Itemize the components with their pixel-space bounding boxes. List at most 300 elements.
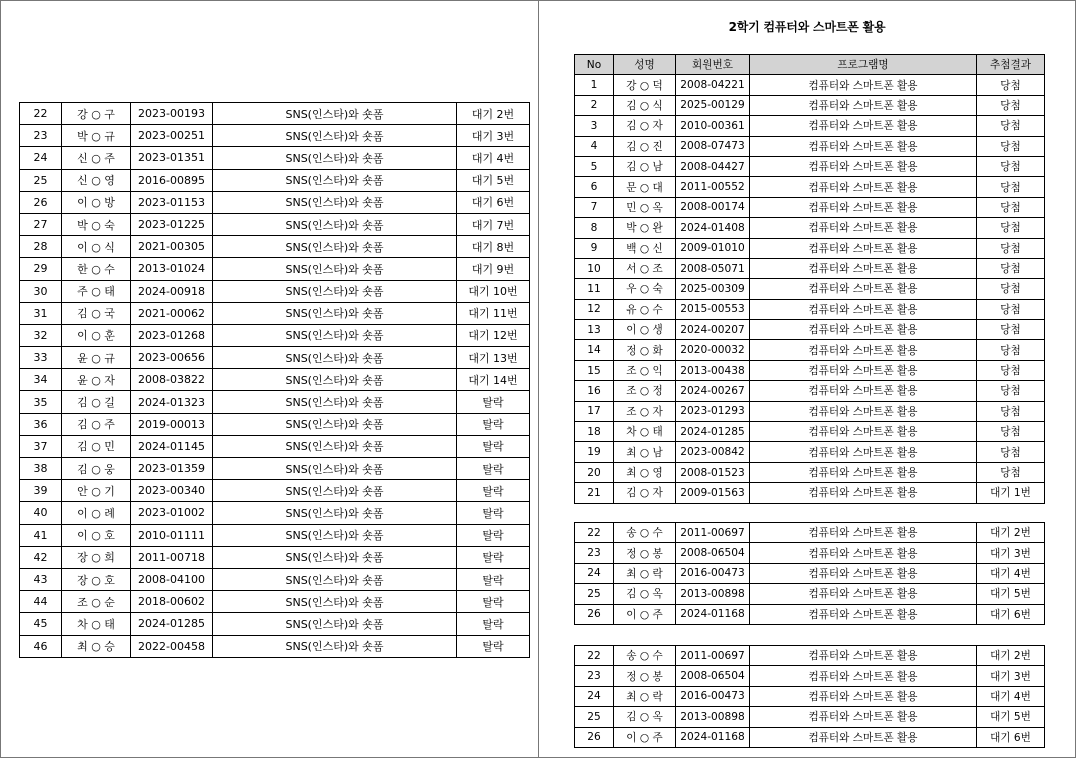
cell-program: 컴퓨터와 스마트폰 활용 <box>750 156 977 176</box>
table-row <box>20 147 530 169</box>
cell-name: 백 ○ 신 <box>614 238 676 258</box>
cell-member-id: 2008-07473 <box>676 136 750 156</box>
cell-program: 컴퓨터와 스마트폰 활용 <box>750 727 977 747</box>
table-row <box>20 324 530 346</box>
cell-no: 26 <box>575 604 614 624</box>
cell-member-id: 2020-00032 <box>676 340 750 360</box>
cell-result: 당첨 <box>977 442 1045 462</box>
cell-no: 17 <box>575 401 614 421</box>
cell-no: 33 <box>20 347 62 369</box>
table-row <box>20 125 530 147</box>
table-row <box>20 435 530 457</box>
cell-member-id: 2009-01010 <box>676 238 750 258</box>
cell-program: SNS(인스타)와 숏폼 <box>213 213 457 235</box>
table-row <box>575 75 1045 95</box>
cell-member-id: 2023-01359 <box>131 458 213 480</box>
cell-member-id: 2008-04427 <box>676 156 750 176</box>
document-title: 2학기 컴퓨터와 스마트폰 활용 <box>728 20 886 34</box>
cell-name: 김 ○ 옥 <box>614 584 676 604</box>
cell-result: 대기 10번 <box>457 280 530 302</box>
cell-program: SNS(인스타)와 숏폼 <box>213 546 457 568</box>
waitlist-body-2 <box>575 646 1045 748</box>
cell-no: 42 <box>20 546 62 568</box>
table-row <box>575 320 1045 340</box>
table-row <box>575 95 1045 115</box>
table-row <box>575 523 1045 543</box>
cell-no: 6 <box>575 177 614 197</box>
cell-name: 유 ○ 수 <box>614 299 676 319</box>
cell-result: 대기 3번 <box>977 666 1045 686</box>
cell-program: SNS(인스타)와 숏폼 <box>213 191 457 213</box>
cell-name: 이 ○ 호 <box>62 524 131 546</box>
cell-result: 대기 5번 <box>977 707 1045 727</box>
cell-member-id: 2024-00918 <box>131 280 213 302</box>
cell-no: 29 <box>20 258 62 280</box>
cell-no: 8 <box>575 218 614 238</box>
cell-no: 23 <box>575 666 614 686</box>
cell-member-id: 2010-00361 <box>676 116 750 136</box>
cell-program: 컴퓨터와 스마트폰 활용 <box>750 442 977 462</box>
cell-result: 대기 1번 <box>977 483 1045 503</box>
table-row <box>575 462 1045 482</box>
table-row <box>575 156 1045 176</box>
table-row <box>575 686 1045 706</box>
cell-no: 23 <box>20 125 62 147</box>
cell-name: 김 ○ 국 <box>62 302 131 324</box>
cell-no: 35 <box>20 391 62 413</box>
table-row <box>20 258 530 280</box>
table-row <box>20 480 530 502</box>
table-row <box>575 646 1045 666</box>
cell-program: SNS(인스타)와 숏폼 <box>213 591 457 613</box>
cell-member-id: 2019-00013 <box>131 413 213 435</box>
cell-result: 대기 2번 <box>977 523 1045 543</box>
table-row <box>20 347 530 369</box>
cell-no: 37 <box>20 435 62 457</box>
cell-name: 박 ○ 숙 <box>62 213 131 235</box>
cell-no: 19 <box>575 442 614 462</box>
cell-no: 43 <box>20 568 62 590</box>
cell-result: 대기 12번 <box>457 324 530 346</box>
cell-name: 최 ○ 락 <box>614 563 676 583</box>
cell-member-id: 2023-01351 <box>131 147 213 169</box>
cell-result: 당첨 <box>977 177 1045 197</box>
cell-result: 당첨 <box>977 422 1045 442</box>
cell-member-id: 2024-01408 <box>676 218 750 238</box>
cell-name: 조 ○ 자 <box>614 401 676 421</box>
cell-program: SNS(인스타)와 숏폼 <box>213 613 457 635</box>
cell-result: 당첨 <box>977 238 1045 258</box>
cell-member-id: 2023-01268 <box>131 324 213 346</box>
cell-name: 신 ○ 주 <box>62 147 131 169</box>
cell-program: 컴퓨터와 스마트폰 활용 <box>750 462 977 482</box>
cell-member-id: 2015-00553 <box>676 299 750 319</box>
cell-name: 장 ○ 호 <box>62 568 131 590</box>
cell-name: 조 ○ 순 <box>62 591 131 613</box>
cell-program: SNS(인스타)와 숏폼 <box>213 568 457 590</box>
cell-no: 22 <box>20 103 62 125</box>
cell-no: 36 <box>20 413 62 435</box>
table-row <box>20 169 530 191</box>
table-row <box>20 635 530 657</box>
cell-member-id: 2008-06504 <box>676 543 750 563</box>
table-row <box>575 483 1045 503</box>
cell-result: 탈락 <box>457 413 530 435</box>
cell-member-id: 2008-04100 <box>131 568 213 590</box>
cell-name: 박 ○ 완 <box>614 218 676 238</box>
cell-no: 30 <box>20 280 62 302</box>
cell-no: 14 <box>575 340 614 360</box>
cell-no: 25 <box>575 707 614 727</box>
cell-no: 22 <box>575 646 614 666</box>
table-row <box>575 218 1045 238</box>
cell-no: 18 <box>575 422 614 442</box>
cell-name: 김 ○ 민 <box>62 435 131 457</box>
cell-result: 당첨 <box>977 381 1045 401</box>
cell-program: 컴퓨터와 스마트폰 활용 <box>750 401 977 421</box>
table-row <box>575 177 1045 197</box>
cell-program: SNS(인스타)와 숏폼 <box>213 635 457 657</box>
cell-program: 컴퓨터와 스마트폰 활용 <box>750 646 977 666</box>
table-row <box>20 568 530 590</box>
table-row <box>575 401 1045 421</box>
cell-program: 컴퓨터와 스마트폰 활용 <box>750 686 977 706</box>
cell-result: 당첨 <box>977 258 1045 278</box>
cell-no: 1 <box>575 75 614 95</box>
cell-program: 컴퓨터와 스마트폰 활용 <box>750 584 977 604</box>
cell-no: 5 <box>575 156 614 176</box>
cell-result: 대기 6번 <box>457 191 530 213</box>
cell-name: 김 ○ 옥 <box>614 707 676 727</box>
cell-member-id: 2013-00898 <box>676 584 750 604</box>
cell-program: SNS(인스타)와 숏폼 <box>213 480 457 502</box>
cell-name: 김 ○ 식 <box>614 95 676 115</box>
cell-member-id: 2024-00207 <box>676 320 750 340</box>
cell-name: 김 ○ 주 <box>62 413 131 435</box>
cell-result: 탈락 <box>457 435 530 457</box>
table-row <box>20 391 530 413</box>
table-row <box>575 727 1045 747</box>
table-row <box>575 707 1045 727</box>
cell-name: 김 ○ 자 <box>614 116 676 136</box>
table-row <box>575 442 1045 462</box>
cell-no: 3 <box>575 116 614 136</box>
table-row <box>20 546 530 568</box>
cell-member-id: 2011-00697 <box>676 646 750 666</box>
cell-no: 28 <box>20 236 62 258</box>
cell-result: 대기 4번 <box>457 147 530 169</box>
cell-result: 당첨 <box>977 136 1045 156</box>
cell-name: 신 ○ 영 <box>62 169 131 191</box>
cell-program: SNS(인스타)와 숏폼 <box>213 502 457 524</box>
cell-member-id: 2024-01285 <box>131 613 213 635</box>
cell-result: 당첨 <box>977 218 1045 238</box>
table-row <box>575 422 1045 442</box>
cell-member-id: 2011-00718 <box>131 546 213 568</box>
cell-name: 이 ○ 훈 <box>62 324 131 346</box>
table-row <box>20 213 530 235</box>
cell-member-id: 2016-00895 <box>131 169 213 191</box>
cell-member-id: 2024-01285 <box>676 422 750 442</box>
cell-result: 당첨 <box>977 340 1045 360</box>
cell-result: 당첨 <box>977 320 1045 340</box>
cell-result: 대기 4번 <box>977 563 1045 583</box>
cell-member-id: 2025-00309 <box>676 279 750 299</box>
cell-no: 24 <box>575 563 614 583</box>
main-table-body <box>575 75 1045 503</box>
cell-no: 4 <box>575 136 614 156</box>
cell-member-id: 2008-00174 <box>676 197 750 217</box>
cell-program: 컴퓨터와 스마트폰 활용 <box>750 218 977 238</box>
table-row <box>20 236 530 258</box>
table-row <box>575 543 1045 563</box>
cell-result: 대기 6번 <box>977 604 1045 624</box>
cell-no: 13 <box>575 320 614 340</box>
cell-member-id: 2023-00656 <box>131 347 213 369</box>
cell-program: 컴퓨터와 스마트폰 활용 <box>750 422 977 442</box>
cell-program: SNS(인스타)와 숏폼 <box>213 236 457 258</box>
cell-result: 탈락 <box>457 635 530 657</box>
header-result: 추첨결과 <box>977 55 1045 75</box>
cell-name: 김 ○ 자 <box>614 483 676 503</box>
cell-no: 39 <box>20 480 62 502</box>
cell-member-id: 2023-00193 <box>131 103 213 125</box>
table-row <box>20 369 530 391</box>
table-header <box>575 55 1045 75</box>
cell-result: 탈락 <box>457 546 530 568</box>
cell-no: 2 <box>575 95 614 115</box>
cell-program: 컴퓨터와 스마트폰 활용 <box>750 116 977 136</box>
cell-result: 탈락 <box>457 480 530 502</box>
cell-name: 민 ○ 옥 <box>614 197 676 217</box>
cell-name: 김 ○ 진 <box>614 136 676 156</box>
cell-result: 당첨 <box>977 299 1045 319</box>
cell-program: SNS(인스타)와 숏폼 <box>213 324 457 346</box>
cell-result: 탈락 <box>457 502 530 524</box>
cell-name: 박 ○ 규 <box>62 125 131 147</box>
cell-name: 이 ○ 례 <box>62 502 131 524</box>
table-row <box>20 524 530 546</box>
cell-program: SNS(인스타)와 숏폼 <box>213 302 457 324</box>
cell-result: 탈락 <box>457 613 530 635</box>
cell-result: 대기 11번 <box>457 302 530 324</box>
cell-result: 탈락 <box>457 524 530 546</box>
cell-no: 23 <box>575 543 614 563</box>
cell-member-id: 2010-01111 <box>131 524 213 546</box>
cell-no: 34 <box>20 369 62 391</box>
cell-program: 컴퓨터와 스마트폰 활용 <box>750 177 977 197</box>
table-row <box>575 381 1045 401</box>
table-row <box>20 613 530 635</box>
cell-program: SNS(인스타)와 숏폼 <box>213 280 457 302</box>
cell-program: 컴퓨터와 스마트폰 활용 <box>750 258 977 278</box>
cell-result: 대기 5번 <box>977 584 1045 604</box>
cell-member-id: 2008-01523 <box>676 462 750 482</box>
cell-name: 송 ○ 수 <box>614 646 676 666</box>
cell-name: 차 ○ 태 <box>614 422 676 442</box>
cell-program: 컴퓨터와 스마트폰 활용 <box>750 320 977 340</box>
cell-result: 대기 3번 <box>977 543 1045 563</box>
cell-member-id: 2023-01002 <box>131 502 213 524</box>
cell-program: 컴퓨터와 스마트폰 활용 <box>750 523 977 543</box>
cell-name: 장 ○ 희 <box>62 546 131 568</box>
cell-result: 탈락 <box>457 568 530 590</box>
cell-no: 40 <box>20 502 62 524</box>
cell-member-id: 2008-05071 <box>676 258 750 278</box>
cell-no: 16 <box>575 381 614 401</box>
header-member-id: 회원번호 <box>676 55 750 75</box>
cell-name: 최 ○ 락 <box>614 686 676 706</box>
cell-member-id: 2023-01153 <box>131 191 213 213</box>
cell-member-id: 2016-00473 <box>676 686 750 706</box>
cell-no: 38 <box>20 458 62 480</box>
cell-name: 이 ○ 식 <box>62 236 131 258</box>
cell-member-id: 2008-03822 <box>131 369 213 391</box>
cell-program: SNS(인스타)와 숏폼 <box>213 458 457 480</box>
cell-no: 21 <box>575 483 614 503</box>
table-row <box>575 238 1045 258</box>
header-no: No <box>575 55 614 75</box>
cell-result: 당첨 <box>977 116 1045 136</box>
cell-no: 31 <box>20 302 62 324</box>
cell-result: 대기 14번 <box>457 369 530 391</box>
cell-program: 컴퓨터와 스마트폰 활용 <box>750 563 977 583</box>
cell-member-id: 2023-01225 <box>131 213 213 235</box>
cell-name: 문 ○ 대 <box>614 177 676 197</box>
cell-program: 컴퓨터와 스마트폰 활용 <box>750 136 977 156</box>
cell-result: 대기 5번 <box>457 169 530 191</box>
header-name: 성명 <box>614 55 676 75</box>
cell-program: 컴퓨터와 스마트폰 활용 <box>750 707 977 727</box>
waitlist-table-2 <box>574 645 1045 748</box>
left-page <box>0 0 538 758</box>
cell-name: 이 ○ 주 <box>614 604 676 624</box>
cell-member-id: 2023-01293 <box>676 401 750 421</box>
cell-member-id: 2023-00842 <box>676 442 750 462</box>
table-row <box>575 299 1045 319</box>
cell-result: 대기 8번 <box>457 236 530 258</box>
cell-member-id: 2013-00438 <box>676 360 750 380</box>
table-row <box>20 191 530 213</box>
table-row <box>575 604 1045 624</box>
cell-result: 대기 6번 <box>977 727 1045 747</box>
cell-name: 주 ○ 태 <box>62 280 131 302</box>
cell-no: 46 <box>20 635 62 657</box>
cell-member-id: 2021-00062 <box>131 302 213 324</box>
cell-result: 당첨 <box>977 360 1045 380</box>
waitlist-body-1 <box>575 523 1045 625</box>
cell-program: SNS(인스타)와 숏폼 <box>213 347 457 369</box>
cell-member-id: 2024-01323 <box>131 391 213 413</box>
cell-name: 김 ○ 남 <box>614 156 676 176</box>
cell-program: 컴퓨터와 스마트폰 활용 <box>750 279 977 299</box>
cell-member-id: 2024-01145 <box>131 435 213 457</box>
cell-result: 탈락 <box>457 591 530 613</box>
cell-no: 32 <box>20 324 62 346</box>
cell-program: 컴퓨터와 스마트폰 활용 <box>750 483 977 503</box>
cell-no: 44 <box>20 591 62 613</box>
cell-member-id: 2013-01024 <box>131 258 213 280</box>
cell-no: 45 <box>20 613 62 635</box>
cell-result: 당첨 <box>977 95 1045 115</box>
cell-result: 대기 3번 <box>457 125 530 147</box>
table-row <box>575 279 1045 299</box>
cell-no: 25 <box>575 584 614 604</box>
cell-name: 차 ○ 태 <box>62 613 131 635</box>
cell-no: 9 <box>575 238 614 258</box>
right-page <box>538 0 1076 758</box>
cell-member-id: 2011-00697 <box>676 523 750 543</box>
cell-name: 김 ○ 웅 <box>62 458 131 480</box>
table-row <box>575 584 1045 604</box>
cell-no: 7 <box>575 197 614 217</box>
cell-program: 컴퓨터와 스마트폰 활용 <box>750 299 977 319</box>
cell-program: 컴퓨터와 스마트폰 활용 <box>750 604 977 624</box>
cell-name: 이 ○ 방 <box>62 191 131 213</box>
cell-result: 대기 2번 <box>457 103 530 125</box>
cell-name: 최 ○ 영 <box>614 462 676 482</box>
table-row <box>575 116 1045 136</box>
table-row <box>575 258 1045 278</box>
cell-member-id: 2008-04221 <box>676 75 750 95</box>
cell-name: 조 ○ 정 <box>614 381 676 401</box>
cell-program: SNS(인스타)와 숏폼 <box>213 147 457 169</box>
cell-program: 컴퓨터와 스마트폰 활용 <box>750 360 977 380</box>
cell-name: 최 ○ 남 <box>614 442 676 462</box>
cell-result: 당첨 <box>977 279 1045 299</box>
table-row <box>575 360 1045 380</box>
cell-name: 이 ○ 생 <box>614 320 676 340</box>
cell-member-id: 2023-00251 <box>131 125 213 147</box>
cell-member-id: 2025-00129 <box>676 95 750 115</box>
cell-name: 강 ○ 구 <box>62 103 131 125</box>
computer-smartphone-results-table <box>574 54 1045 504</box>
cell-member-id: 2011-00552 <box>676 177 750 197</box>
cell-member-id: 2024-01168 <box>676 604 750 624</box>
cell-name: 김 ○ 길 <box>62 391 131 413</box>
cell-name: 서 ○ 조 <box>614 258 676 278</box>
cell-no: 15 <box>575 360 614 380</box>
cell-no: 25 <box>20 169 62 191</box>
cell-name: 강 ○ 덕 <box>614 75 676 95</box>
cell-program: 컴퓨터와 스마트폰 활용 <box>750 197 977 217</box>
cell-name: 이 ○ 주 <box>614 727 676 747</box>
cell-program: SNS(인스타)와 숏폼 <box>213 413 457 435</box>
cell-result: 당첨 <box>977 156 1045 176</box>
cell-program: SNS(인스타)와 숏폼 <box>213 524 457 546</box>
cell-name: 우 ○ 숙 <box>614 279 676 299</box>
cell-no: 10 <box>575 258 614 278</box>
cell-name: 윤 ○ 규 <box>62 347 131 369</box>
table-row <box>20 413 530 435</box>
cell-member-id: 2018-00602 <box>131 591 213 613</box>
cell-result: 대기 13번 <box>457 347 530 369</box>
cell-member-id: 2024-00267 <box>676 381 750 401</box>
cell-name: 송 ○ 수 <box>614 523 676 543</box>
cell-name: 최 ○ 승 <box>62 635 131 657</box>
cell-program: 컴퓨터와 스마트폰 활용 <box>750 381 977 401</box>
cell-member-id: 2022-00458 <box>131 635 213 657</box>
table-row <box>20 280 530 302</box>
cell-program: 컴퓨터와 스마트폰 활용 <box>750 75 977 95</box>
cell-program: SNS(인스타)와 숏폼 <box>213 103 457 125</box>
cell-member-id: 2013-00898 <box>676 707 750 727</box>
cell-program: SNS(인스타)와 숏폼 <box>213 169 457 191</box>
left-table-body <box>20 103 530 658</box>
cell-name: 윤 ○ 자 <box>62 369 131 391</box>
cell-no: 26 <box>20 191 62 213</box>
cell-name: 안 ○ 기 <box>62 480 131 502</box>
